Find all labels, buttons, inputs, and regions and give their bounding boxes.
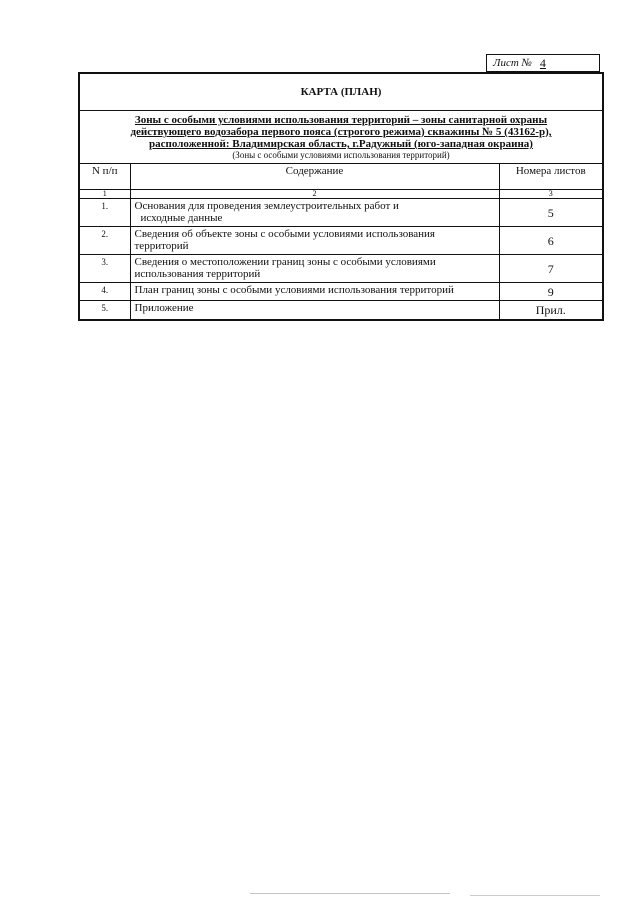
row-num: 4.: [79, 283, 130, 301]
row-content-line: Сведения об объекте зоны с особыми условиями использования: [134, 228, 435, 240]
row-content: [130, 199, 499, 227]
row-content-line: исходные данные: [140, 212, 223, 224]
sheet-number: 4: [539, 55, 546, 70]
column-index-1: 1: [79, 190, 130, 199]
header-num: [79, 164, 130, 190]
table-header-row: [79, 164, 603, 190]
row-content-line: Сведения о местоположении границ зоны с особыми условиями: [134, 256, 436, 268]
scan-artifact: [250, 893, 450, 894]
column-index-2: 2: [130, 190, 499, 199]
row-content-line: План границ зоны с особыми условиями использования территорий: [134, 284, 454, 296]
sheet-number-box: [486, 54, 600, 72]
row-content-line: использования территорий: [134, 268, 261, 280]
subtitle-line-1: Зоны с особыми условиями использования территорий – зоны санитарной охраны: [134, 114, 548, 126]
sheet-label: Лист №: [493, 57, 532, 69]
row-content: [130, 227, 499, 255]
row-sheet-number: 6: [499, 227, 603, 255]
row-sheet-number: 5: [499, 199, 603, 227]
header-sheets: Номера листов: [499, 164, 603, 190]
table-row: [79, 199, 603, 227]
contents-table: [78, 72, 604, 321]
row-content-line: территорий: [134, 240, 189, 252]
row-num: 5.: [79, 301, 130, 321]
table-row: [79, 227, 603, 255]
column-index-3: 3: [499, 190, 603, 199]
table-row: [79, 255, 603, 283]
row-sheet-number: Прил.: [499, 301, 603, 321]
row-num: 2.: [79, 227, 130, 255]
row-content: [130, 301, 499, 321]
column-index-row: [79, 190, 603, 199]
scan-artifact: [470, 895, 600, 896]
row-content: [130, 283, 499, 301]
document-title: КАРТА (ПЛАН): [79, 73, 603, 111]
row-content-line: Основания для проведения землеустроительных работ и: [134, 200, 399, 212]
row-sheet-number: 9: [499, 283, 603, 301]
row-num: 3.: [79, 255, 130, 283]
subtitle-note: (Зоны с особыми условиями использования территорий): [232, 150, 450, 160]
table-row: [79, 283, 603, 301]
row-content: [130, 255, 499, 283]
row-content-line: Приложение: [134, 302, 194, 314]
subtitle-line-2: действующего водозабора первого пояса (строгого режима) скважины № 5 (43162-р),: [130, 126, 552, 138]
table-row: [79, 301, 603, 321]
subtitle-line-3: расположенной: Владимирская область, г.Радужный (юго-западная окраина): [149, 138, 533, 150]
row-num: 1.: [79, 199, 130, 227]
row-sheet-number: 7: [499, 255, 603, 283]
header-content: Содержание: [130, 164, 499, 190]
document-subtitle: [79, 111, 603, 164]
header-num-label: N п/п: [91, 165, 118, 177]
